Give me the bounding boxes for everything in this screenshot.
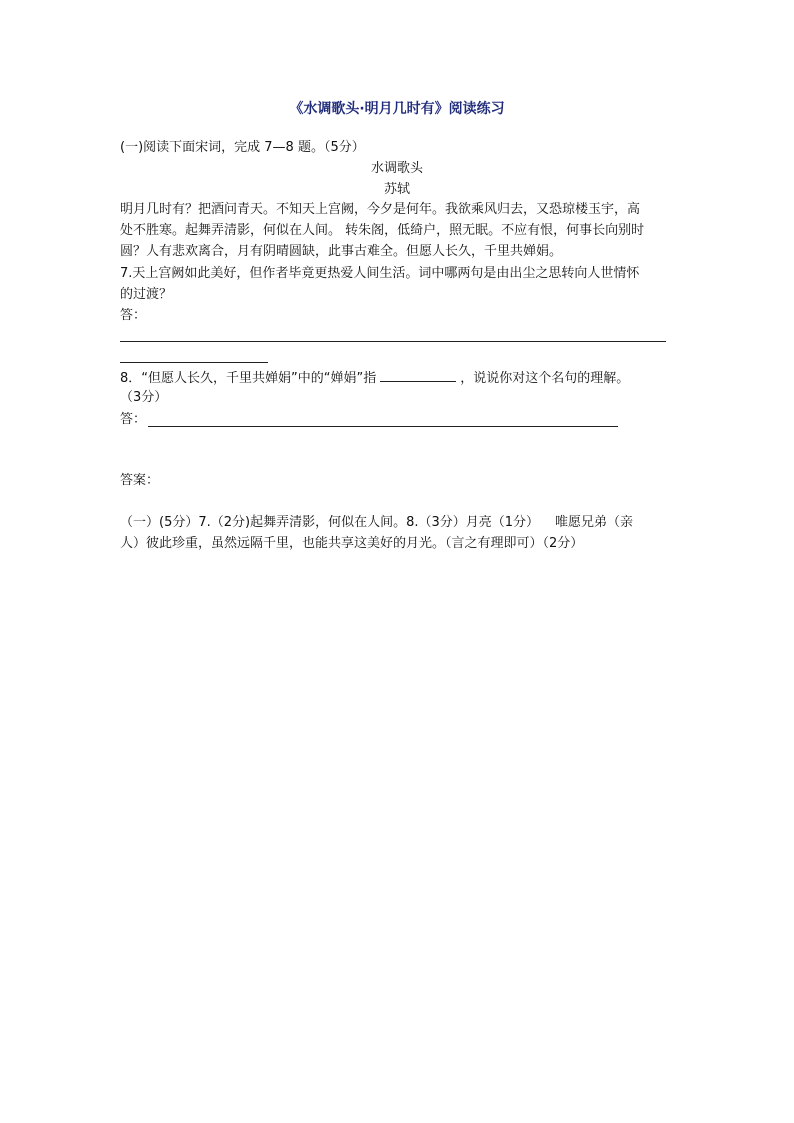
question-7-answer-label: 答： (120, 308, 147, 323)
question-8-blank[interactable] (380, 368, 456, 382)
question-8-answer-label: 答： (120, 412, 147, 427)
poem-title: 水调歌头 (370, 161, 423, 176)
document-title: 《水调歌头·明月几时有》阅读练习 (289, 101, 505, 117)
question-8-text: 8．“但愿人长久，千里共婵娟”中的“婵娟”指 (120, 371, 377, 386)
poem-line-1: 明月几时有？把酒问青天。不知天上宫阙，今夕是何年。我欲乘风归去，又恐琼楼玉宇，高 (120, 202, 641, 217)
question-8-text-after: ，说说你对这个名句的理解。 (460, 371, 630, 386)
answer-line-8[interactable] (148, 426, 618, 427)
answer-line-7a[interactable] (120, 341, 666, 342)
poem-line-3: 圆？人有悲欢离合，月有阴晴圆缺，此事古难全。但愿人长久，千里共婵娟。 (120, 244, 563, 259)
question-8 (120, 368, 629, 388)
answers-heading: 答案： (120, 473, 160, 488)
answers-line-1-part-b: 唯愿兄弟（亲 (555, 515, 634, 530)
question-7-line-1: 7.天上宫阙如此美好，但作者毕竟更热爱人间生活。词中哪两句是由出尘之思转向人世情怀 (120, 266, 640, 281)
answers-line-2: 人）彼此珍重，虽然远隔千里，也能共享这美好的月光。（言之有理即可）（2分） (120, 536, 584, 551)
poem-line-2: 处不胜寒。起舞弄清影，何似在人间。 转朱阁，低绮户，照无眠。不应有恨，何事长向别时 (120, 223, 645, 238)
answer-line-7b[interactable] (120, 362, 268, 363)
section-intro: (一)阅读下面宋词，完成 7—8 题。（5分） (120, 140, 365, 155)
question-8-points: （3分） (120, 390, 168, 405)
question-7-line-2: 的过渡？ (120, 287, 173, 302)
answers-line-1-part-a: （一）(5分）7.（2分)起舞弄清影，何似在人间。8.（3分）月亮（1分） (120, 515, 540, 530)
answers-line-1 (120, 514, 633, 532)
poem-author: 苏轼 (383, 182, 410, 197)
